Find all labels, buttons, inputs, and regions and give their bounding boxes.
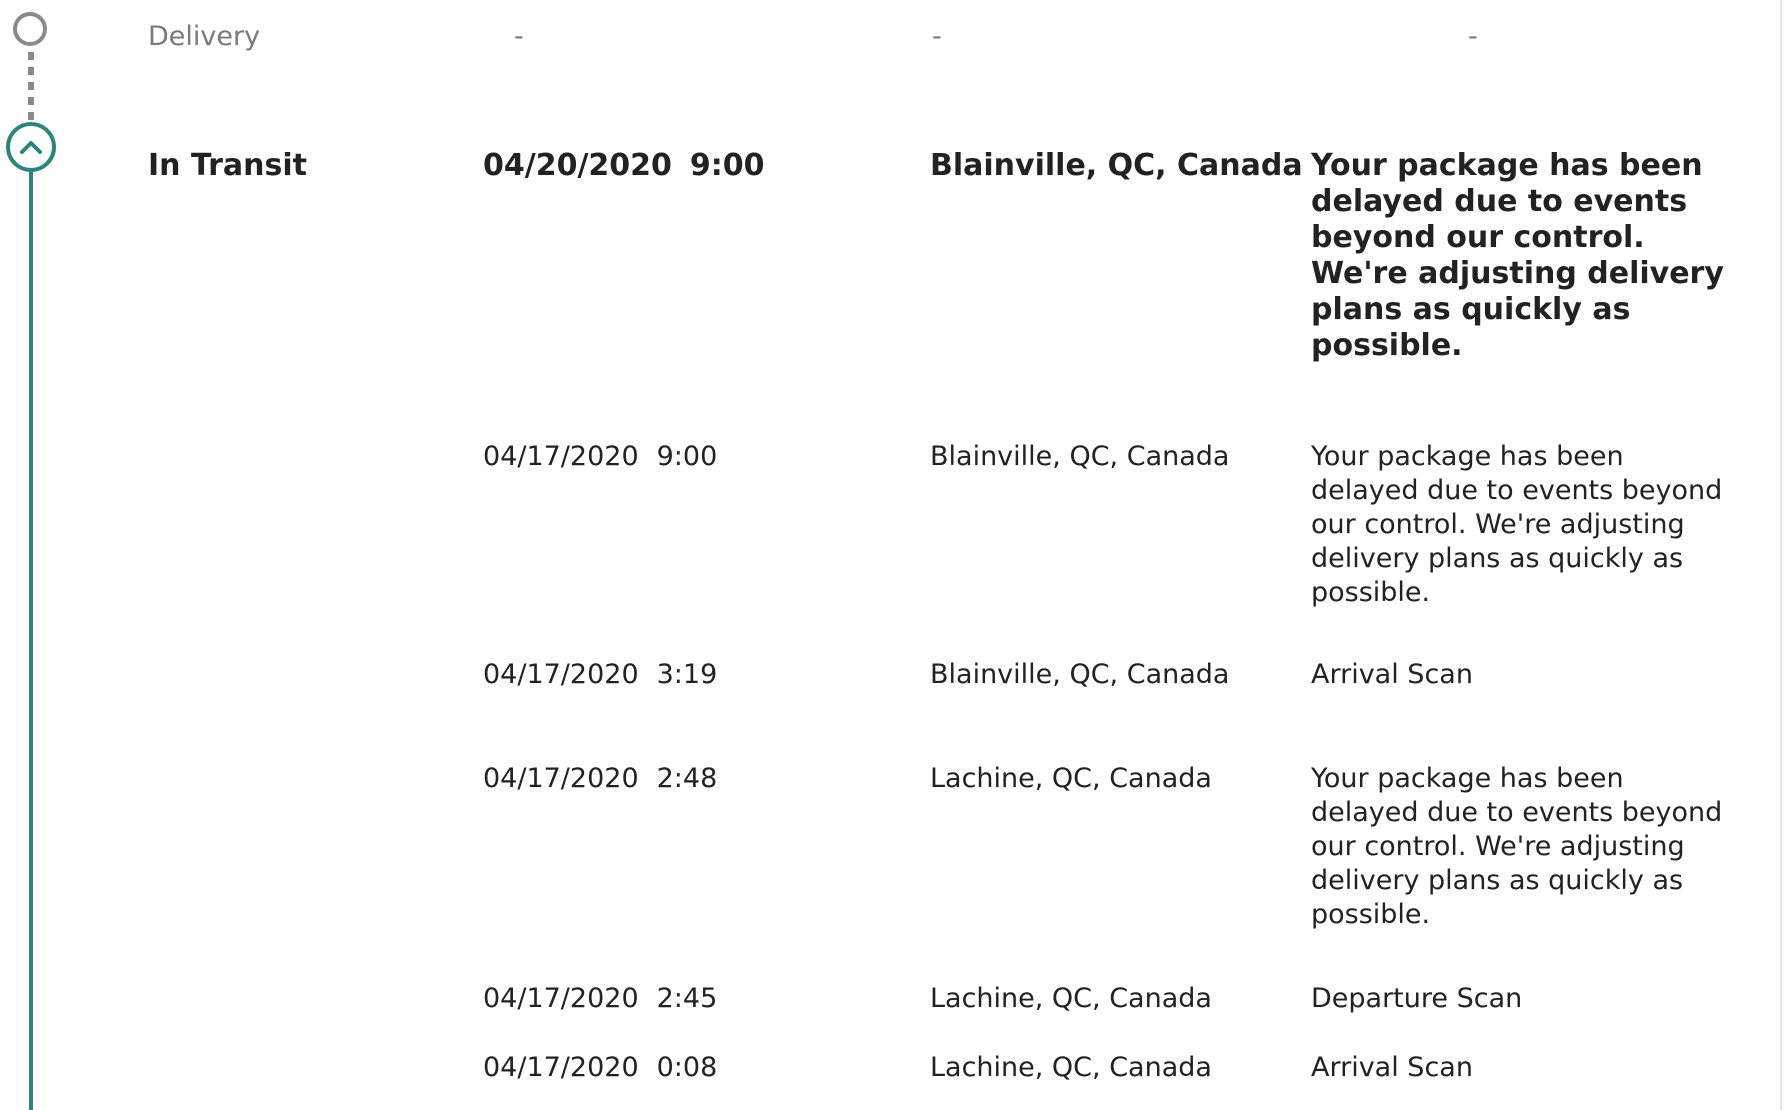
timeline-dotted-connector: [28, 52, 34, 122]
delivery-status: Delivery: [148, 21, 261, 52]
event-datetime: [483, 440, 717, 474]
chevron-up-icon: [19, 139, 43, 155]
in-transit-date: 04/20/2020: [483, 148, 672, 183]
event-location: Lachine, QC, Canada: [930, 983, 1212, 1014]
delivery-step-circle-icon: [13, 12, 47, 46]
delivery-date: -: [514, 21, 524, 52]
event-time: 2:48: [656, 763, 718, 794]
event-description: Arrival Scan: [1311, 659, 1473, 690]
event-time: 3:19: [656, 659, 718, 690]
event-location: Lachine, QC, Canada: [930, 763, 1212, 794]
in-transit-datetime: [483, 148, 765, 184]
in-transit-time: 9:00: [689, 148, 765, 183]
event-location: Blainville, QC, Canada: [930, 659, 1230, 690]
in-transit-location: Blainville, QC, Canada: [930, 148, 1303, 183]
event-time: 2:45: [656, 983, 718, 1014]
event-datetime: [483, 1051, 717, 1085]
delivery-description: -: [1468, 21, 1478, 52]
event-datetime: [483, 982, 717, 1016]
event-description: Your package has been delayed due to events beyond our control. We're adjusting delivery plans as quickly as possible.: [1311, 441, 1723, 608]
event-date: 04/17/2020: [483, 763, 639, 794]
event-time: 0:08: [656, 1052, 718, 1083]
event-description: Your package has been delayed due to events beyond our control. We're adjusting delivery plans as quickly as possible.: [1311, 763, 1723, 930]
event-date: 04/17/2020: [483, 659, 639, 690]
timeline-line: [29, 172, 33, 1110]
event-location: Lachine, QC, Canada: [930, 1052, 1212, 1083]
event-location: Blainville, QC, Canada: [930, 441, 1230, 472]
event-description: Departure Scan: [1311, 983, 1523, 1014]
event-time: 9:00: [656, 441, 718, 472]
content-right-border: [1780, 0, 1782, 1110]
event-date: 04/17/2020: [483, 441, 639, 472]
event-description: Arrival Scan: [1311, 1052, 1473, 1083]
event-date: 04/17/2020: [483, 983, 639, 1014]
in-transit-status: In Transit: [148, 148, 308, 183]
in-transit-description: Your package has been delayed due to events beyond our control. We're adjusting delivery plans as quickly as possible.: [1311, 148, 1724, 363]
delivery-location: -: [932, 21, 942, 52]
event-datetime: [483, 658, 717, 692]
event-date: 04/17/2020: [483, 1052, 639, 1083]
collapse-in-transit-button[interactable]: [6, 122, 56, 172]
event-datetime: [483, 762, 717, 796]
